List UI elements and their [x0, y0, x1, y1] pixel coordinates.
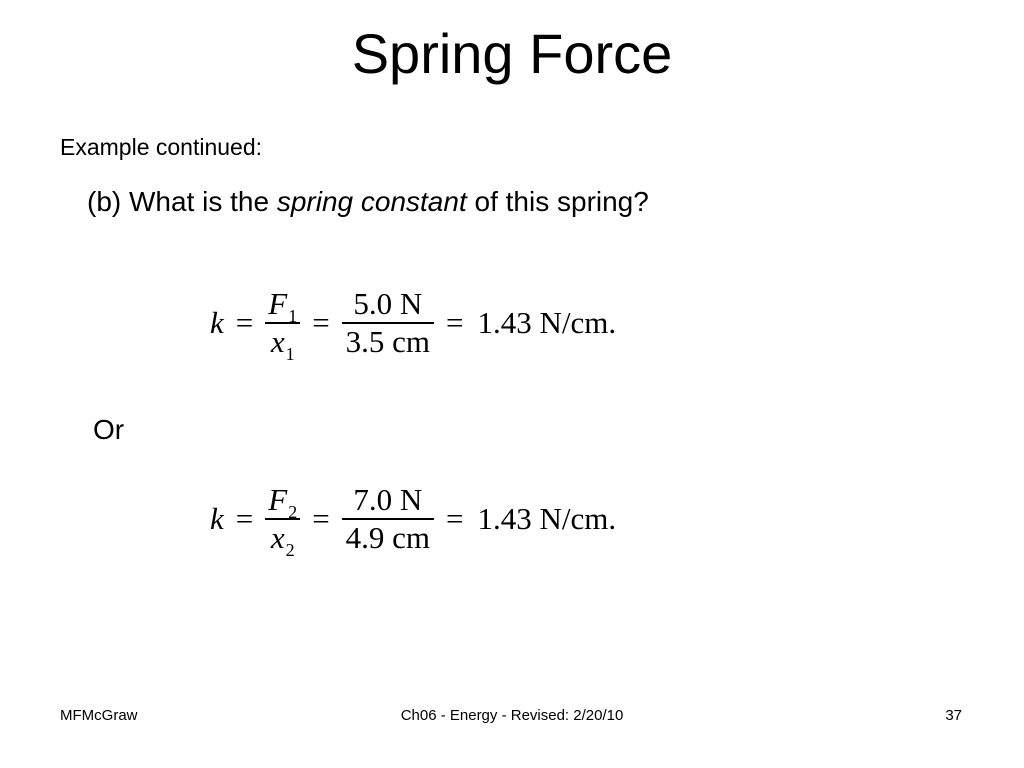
equation-1-numeric-fraction — [342, 286, 434, 360]
equation-2-lhs: k — [210, 500, 224, 536]
equation-1-displacement-symbol: x — [270, 323, 285, 359]
footer-chapter: Ch06 - Energy - Revised: 2/20/10 — [400, 707, 624, 724]
equation-1-denominator: 3.5 cm — [345, 323, 431, 359]
equation-2-denominator: 4.9 cm — [345, 519, 431, 555]
equation-1-symbolic-fraction — [265, 286, 300, 364]
equation-2-equals-2: = — [312, 500, 330, 536]
equation-2-equals-1: = — [235, 500, 254, 536]
slide-title: Spring Force — [351, 22, 673, 85]
equation-1-equals-1: = — [235, 304, 254, 340]
equation-2-displacement-subscript: 2 — [285, 539, 295, 560]
equation-2 — [210, 482, 617, 560]
equation-2-symbolic-fraction — [265, 482, 300, 560]
question-prefix: (b) What is the — [87, 186, 277, 217]
equation-2-result: 1.43 N/cm. — [477, 500, 617, 536]
equation-1-force-subscript: 1 — [288, 306, 298, 326]
equation-1 — [210, 286, 617, 364]
intro-text: Example continued: — [60, 134, 263, 160]
equation-2-numerator: 7.0 N — [353, 482, 423, 517]
or-label: Or — [93, 414, 125, 445]
equation-2-equals-3: = — [446, 500, 464, 536]
equation-1-equals-3: = — [446, 304, 464, 340]
question-suffix: of this spring? — [466, 186, 649, 217]
footer-page-number: 37 — [945, 707, 962, 724]
equation-1-result: 1.43 N/cm. — [477, 304, 617, 340]
equation-1-force-symbol: F — [268, 286, 288, 321]
equation-2-force-symbol: F — [268, 482, 288, 517]
equation-2-numeric-fraction — [342, 482, 434, 556]
equation-1-lhs: k — [210, 304, 224, 340]
equation-1-equals-2: = — [312, 304, 330, 340]
equation-2-force-subscript: 2 — [288, 502, 298, 522]
equation-1-numerator: 5.0 N — [353, 286, 423, 321]
equation-2-displacement-symbol: x — [270, 519, 285, 555]
equation-1-displacement-subscript: 1 — [285, 343, 295, 364]
question-text — [87, 186, 649, 218]
question-emphasis: spring constant — [276, 186, 467, 217]
footer-author: MFMcGraw — [60, 707, 138, 724]
